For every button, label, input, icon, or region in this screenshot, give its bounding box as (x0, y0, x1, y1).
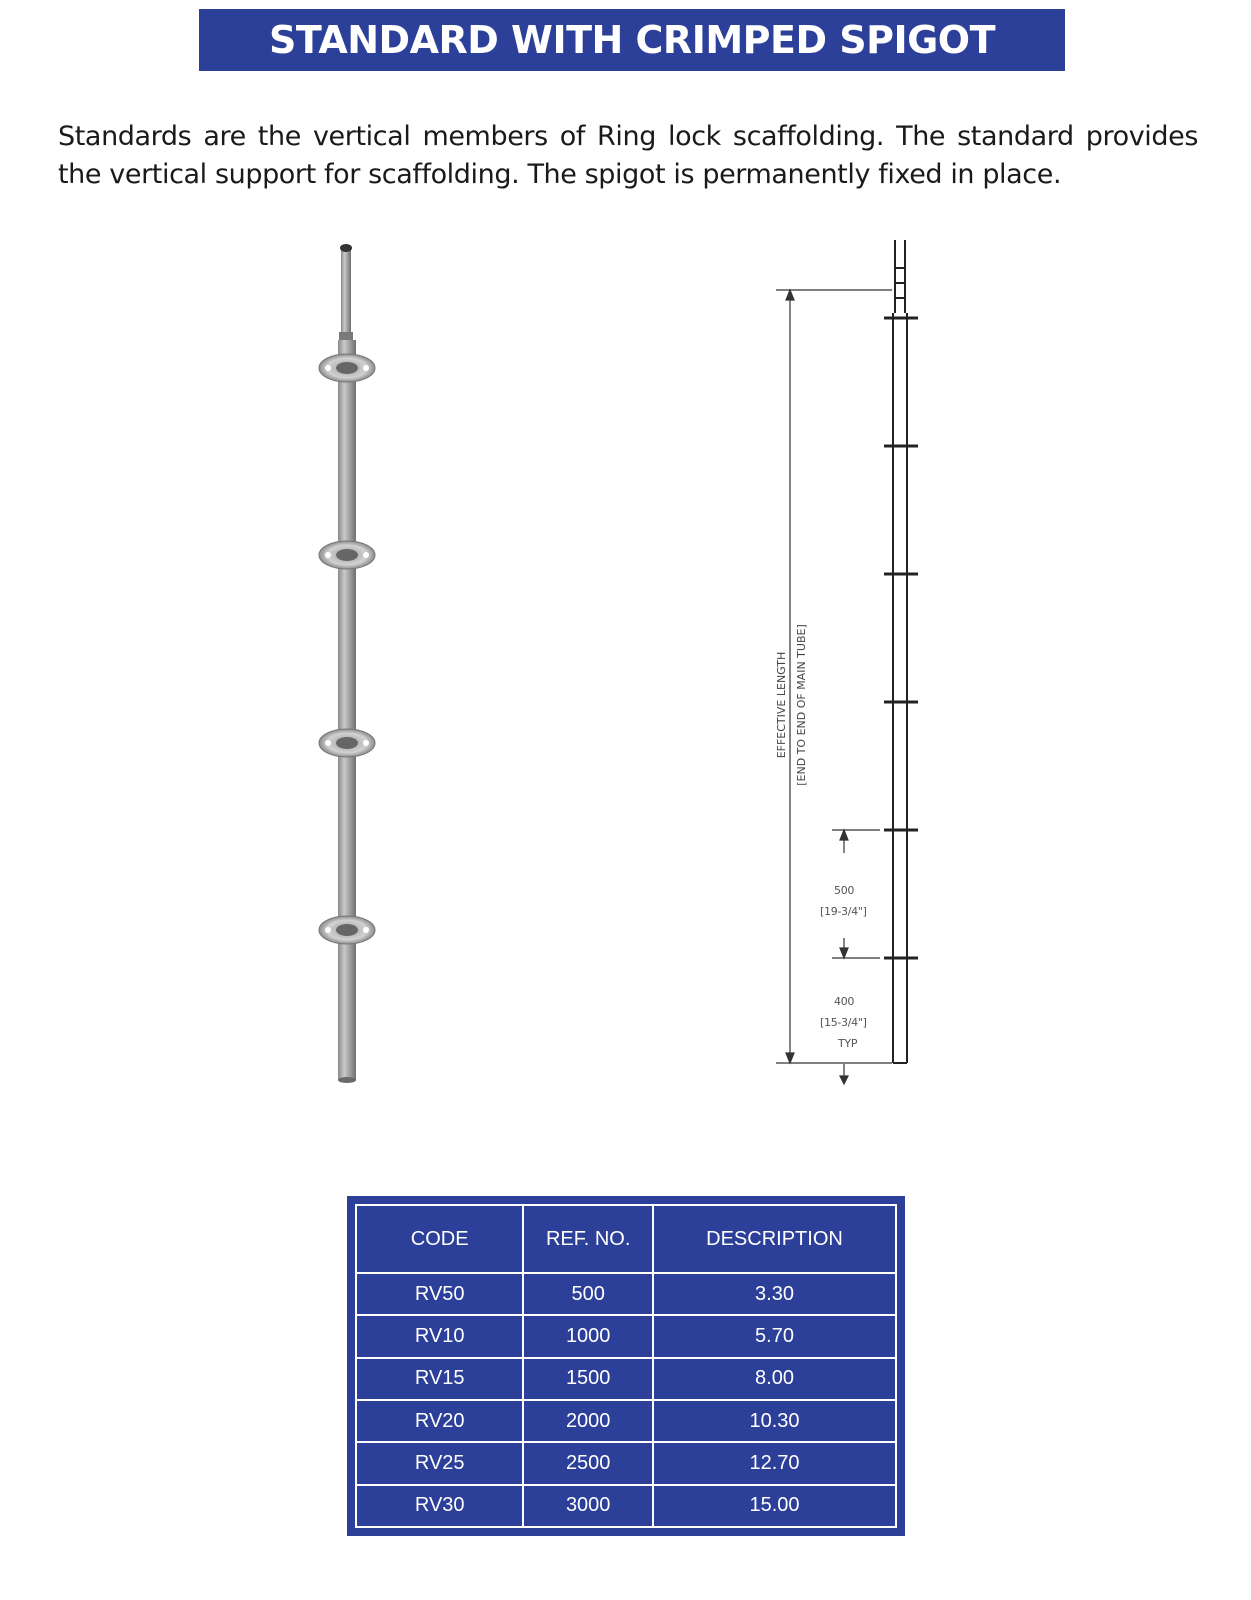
cell-code: RV30 (356, 1485, 523, 1527)
table-header-row (356, 1205, 896, 1273)
table-row (356, 1315, 896, 1357)
cell-description: 3.30 (653, 1273, 896, 1315)
effective-length-label (775, 624, 808, 786)
cell-code: RV15 (356, 1358, 523, 1400)
intro-paragraph (58, 118, 1198, 194)
header-code: CODE (356, 1205, 523, 1273)
dim-400-imperial: [15-3/4"] (820, 1016, 867, 1029)
intro-line-2: the vertical support for scaffolding. The spigot is permanently fixed in place. (58, 159, 1062, 190)
dim-400-note: TYP (838, 1037, 858, 1050)
cell-description: 8.00 (653, 1358, 896, 1400)
cell-code: RV10 (356, 1315, 523, 1357)
intro-line-1: Standards are the vertical members of Ring lock scaffolding. The standard provides (58, 121, 1198, 152)
cell-code: RV20 (356, 1400, 523, 1442)
spec-table (347, 1196, 905, 1536)
table-row (356, 1485, 896, 1527)
cell-description: 10.30 (653, 1400, 896, 1442)
table-row (356, 1400, 896, 1442)
standard-photo (300, 240, 430, 1120)
effective-length-text: EFFECTIVE LENGTH (775, 651, 788, 759)
cell-code: RV50 (356, 1273, 523, 1315)
cell-description: 12.70 (653, 1442, 896, 1484)
header-ref-no: REF. NO. (523, 1205, 653, 1273)
dim-500-value: 500 (834, 884, 855, 897)
dim-400-value: 400 (834, 995, 855, 1008)
dim-500-imperial: [19-3/4"] (820, 905, 867, 918)
cell-ref-no: 3000 (523, 1485, 653, 1527)
table-row (356, 1358, 896, 1400)
header-description: DESCRIPTION (653, 1205, 896, 1273)
table-row (356, 1273, 896, 1315)
cell-ref-no: 2000 (523, 1400, 653, 1442)
cell-ref-no: 1000 (523, 1315, 653, 1357)
effective-length-note: [END TO END OF MAIN TUBE] (795, 624, 808, 786)
cell-ref-no: 500 (523, 1273, 653, 1315)
cell-description: 5.70 (653, 1315, 896, 1357)
cell-description: 15.00 (653, 1485, 896, 1527)
cell-ref-no: 1500 (523, 1358, 653, 1400)
cell-code: RV25 (356, 1442, 523, 1484)
table-row (356, 1442, 896, 1484)
page-title: STANDARD WITH CRIMPED SPIGOT (199, 9, 1065, 71)
cell-ref-no: 2500 (523, 1442, 653, 1484)
